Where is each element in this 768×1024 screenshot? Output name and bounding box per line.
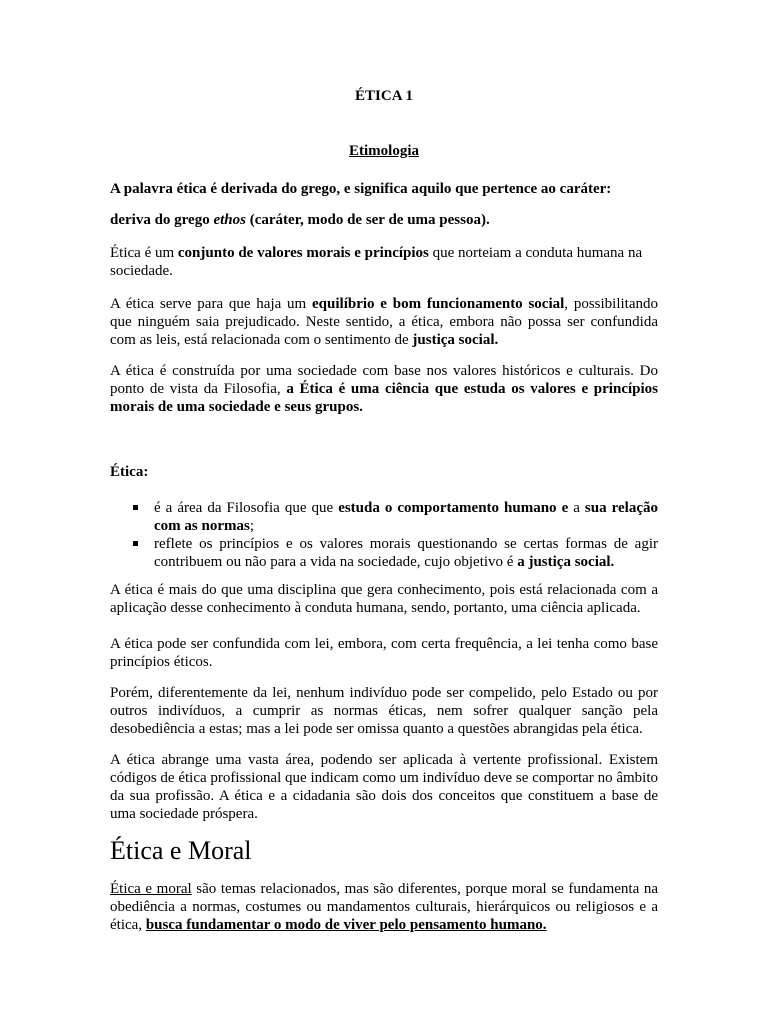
p10-bold-underline: busca fundamentar o modo de viver pelo pensamento humano. xyxy=(145,917,547,933)
paragraph-vasta-area: A ética abrange uma vasta área, podendo ser aplicada à vertente profissional. Existem códigos de ética profissional que indicam como um indivíduo deve se comportar no âmbito da sua profissão. A ética e a cidadania são dois dos conceitos que constituem a base de uma sociedade próspera. xyxy=(110,752,658,822)
paragraph-etica-moral xyxy=(110,880,658,934)
b1-bold-b: estuda o comportamento humano e xyxy=(338,500,569,516)
p4-bold-b: equilíbrio e bom funcionamento social xyxy=(312,296,565,312)
p5-text-a: A ética é construída por uma sociedade com base nos valores históricos e culturais. Do ponto de vista da Filosofia, xyxy=(110,363,658,397)
b1-text-c: a xyxy=(568,500,585,516)
b1-text-a: é a área da Filosofia que que xyxy=(154,500,339,516)
p3-text-c: que norteiam a conduta humana na sociedade. xyxy=(110,245,643,279)
p3-text-a: Ética é um xyxy=(110,245,178,261)
paragraph-construida xyxy=(110,362,658,416)
etica-label: Ética: xyxy=(110,464,149,480)
b2-text-a: reflete os princípios e os valores morais questionando se certas formas de agir contribuem ou não para a vida na sociedade, cujo objetivo é xyxy=(154,536,658,570)
ethos-text-a: deriva do grego xyxy=(110,212,214,228)
p10-text-b: são temas relacionados, mas são diferentes, porque moral se fundamenta na obediência a normas, costumes ou mandamentos culturais, hierárquicos ou religiosos e a ética, xyxy=(110,881,658,933)
list-item xyxy=(110,535,658,571)
document-title: ÉTICA 1 xyxy=(355,88,413,104)
b2-bold-b: a justiça social. xyxy=(517,554,615,570)
section-title-etimologia: Etimologia xyxy=(349,143,419,159)
paragraph-confundida-lei: A ética pode ser confundida com lei, embora, com certa frequência, a lei tenha como base princípios éticos. xyxy=(110,636,658,670)
p4-text-c: , possibilitando que ninguém saia prejudicado. Neste sentido, a ética, embora não possa ser confundida com as leis, está relacionada com o sentimento de xyxy=(110,296,658,348)
paragraph-etimologia-definition: A palavra ética é derivada do grego, e significa aquilo que pertence ao caráter: xyxy=(110,181,612,197)
ethos-word: ethos xyxy=(213,212,246,228)
list-item xyxy=(110,499,658,535)
paragraph-etica-definition xyxy=(110,244,658,280)
p4-bold-d: justiça social. xyxy=(412,332,499,348)
b1-bold-d: sua relação com as normas xyxy=(154,500,658,534)
ethos-text-c: (caráter, modo de ser de uma pessoa). xyxy=(245,212,490,228)
bullet-square-icon xyxy=(133,541,138,546)
etica-bullet-list xyxy=(110,499,658,571)
p5-bold-b: a Ética é uma ciência que estuda os valores e princípios morais de uma sociedade e seus grupos. xyxy=(110,381,658,415)
bullet-square-icon xyxy=(133,505,138,510)
paragraph-ethos xyxy=(110,211,658,229)
paragraph-porem: Porém, diferentemente da lei, nenhum indivíduo pode ser compelido, pelo Estado ou por outros indivíduos, a cumprir as normas éticas, nem sofrer qualquer sanção pela desobediência a estas; mas a lei pode ser omissa quanto a questões abrangidas pela ética. xyxy=(110,685,658,737)
paragraph-disciplina: A ética é mais do que uma disciplina que gera conhecimento, pois está relacionada com a aplicação desse conhecimento à conduta humana, sendo, portanto, uma ciência aplicada. xyxy=(110,582,658,616)
b1-text-e: ; xyxy=(249,518,254,534)
paragraph-equilibrio xyxy=(110,295,658,349)
etica-moral-link: Ética e moral xyxy=(110,881,192,897)
heading-etica-e-moral: Ética e Moral xyxy=(110,836,252,865)
p3-bold: conjunto de valores morais e princípios xyxy=(177,245,429,261)
p4-text-a: A ética serve para que haja um xyxy=(110,296,313,312)
